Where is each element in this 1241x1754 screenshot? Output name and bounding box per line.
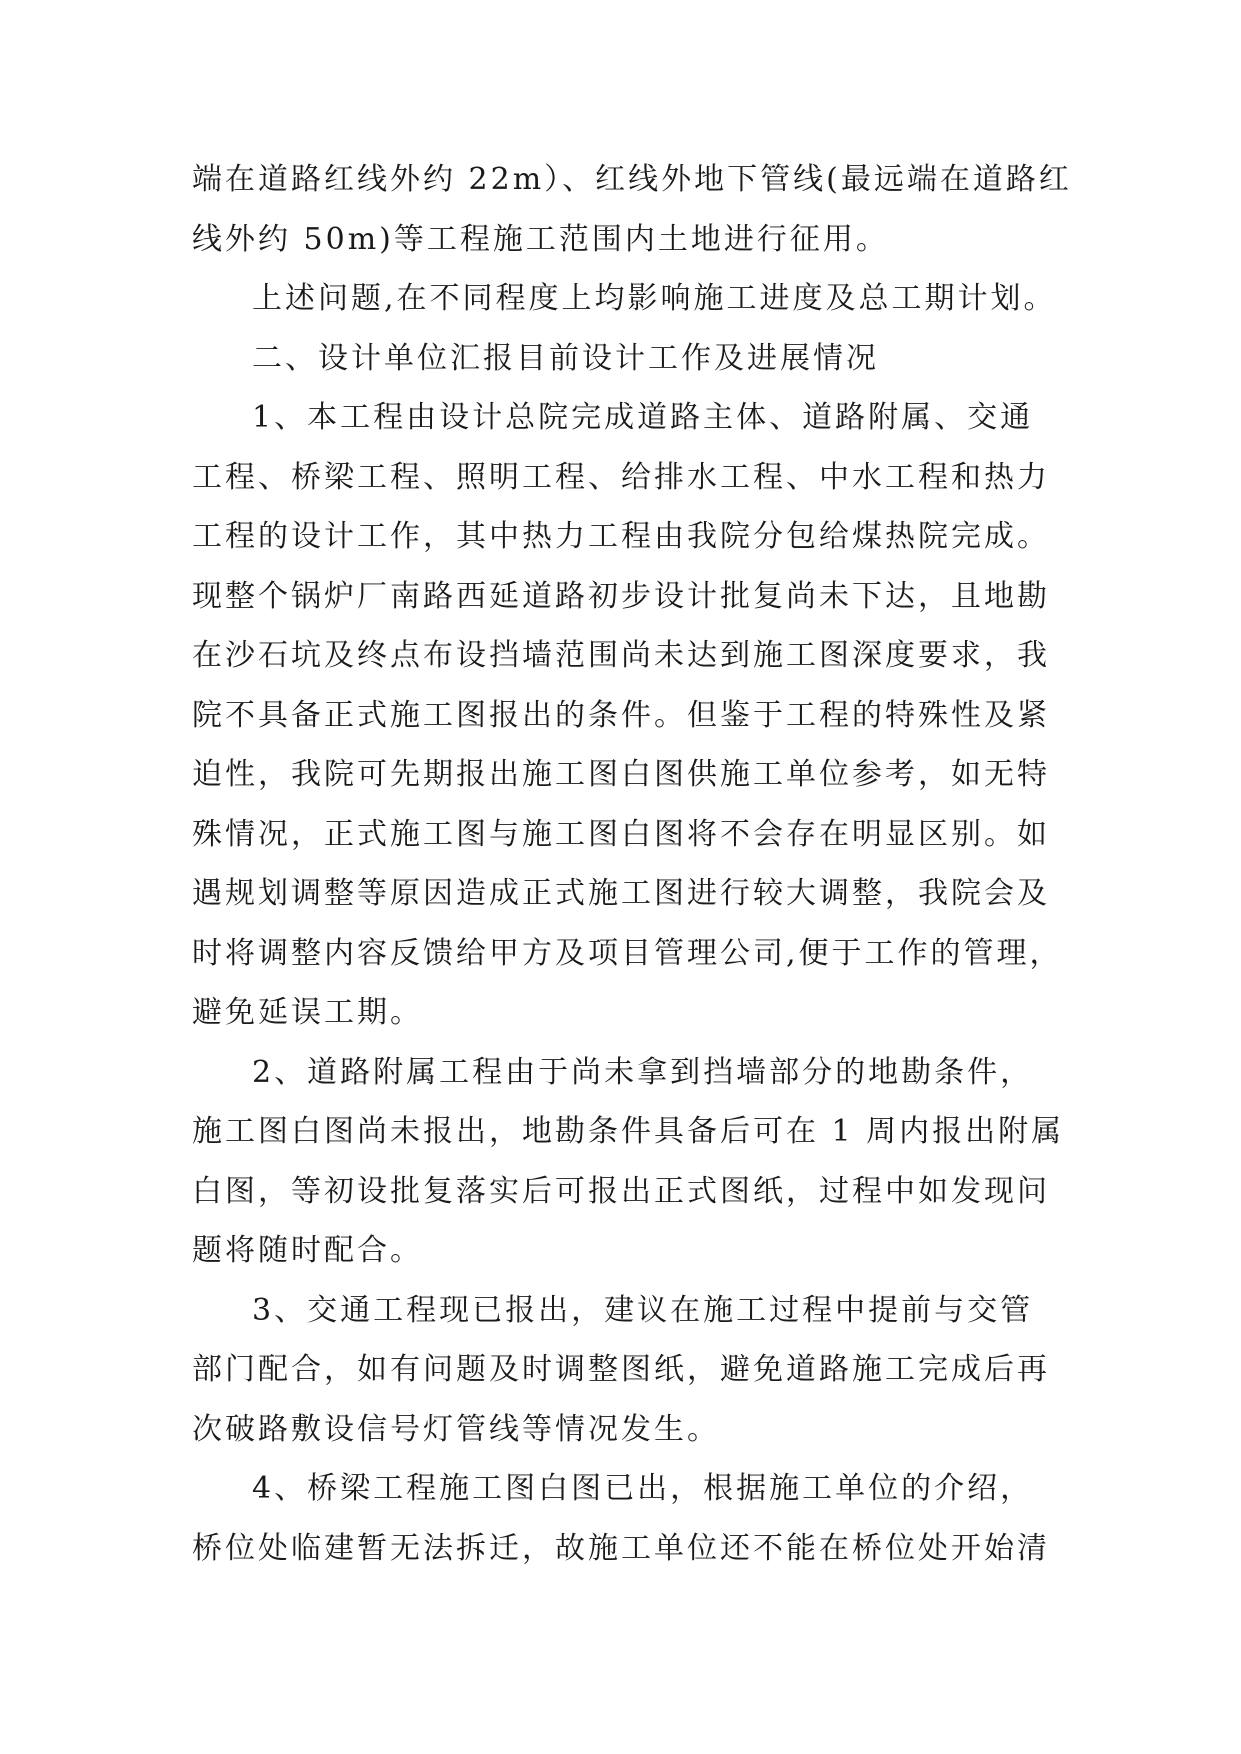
text-line: 在沙石坑及终点布设挡墙范围尚未达到施工图深度要求，我 [192, 638, 1050, 673]
text-line: 上述问题,在不同程度上均影响施工进度及总工期计划。 [252, 281, 1057, 316]
text-line: 工程的设计工作，其中热力工程由我院分包给煤热院完成。 [192, 519, 1050, 554]
text-line: 遇规划调整等原因造成正式施工图进行较大调整，我院会及 [192, 876, 1050, 911]
text-line: 部门配合，如有问题及时调整图纸，避免道路施工完成后再 [192, 1352, 1050, 1387]
text-line: 迫性，我院可先期报出施工图白图供施工单位参考，如无特 [192, 757, 1050, 792]
text-line: 工程、桥梁工程、照明工程、给排水工程、中水工程和热力 [192, 460, 1050, 495]
text-line: 端在道路红线外约 22m）、红线外地下管线(最远端在道路红 [192, 162, 1072, 197]
text-line: 3、交通工程现已报出，建议在施工过程中提前与交管 [252, 1293, 1034, 1328]
text-line: 线外约 50m)等工程施工范围内土地进行征用。 [192, 222, 889, 257]
text-line: 次破路敷设信号灯管线等情况发生。 [192, 1412, 720, 1447]
text-line: 院不具备正式施工图报出的条件。但鉴于工程的特殊性及紧 [192, 698, 1050, 733]
text-line: 4、桥梁工程施工图白图已出，根据施工单位的介绍， [252, 1471, 1034, 1506]
text-line: 施工图白图尚未报出，地勘条件具备后可在 1 周内报出附属 [192, 1114, 1065, 1149]
text-line: 桥位处临建暂无法拆迁，故施工单位还不能在桥位处开始清 [192, 1531, 1050, 1566]
text-line: 白图，等初设批复落实后可报出正式图纸，过程中如发现问 [192, 1174, 1050, 1209]
section-heading: 二、设计单位汇报目前设计工作及进展情况 [252, 341, 879, 376]
text-line: 殊情况，正式施工图与施工图白图将不会存在明显区别。如 [192, 817, 1050, 852]
text-line: 时将调整内容反馈给甲方及项目管理公司,便于工作的管理， [192, 936, 1063, 971]
text-line: 1、本工程由设计总院完成道路主体、道路附属、交通 [252, 400, 1034, 435]
text-line: 2、道路附属工程由于尚未拿到挡墙部分的地勘条件， [252, 1055, 1034, 1090]
text-line: 题将随时配合。 [192, 1233, 423, 1268]
text-line: 避免延误工期。 [192, 995, 423, 1030]
text-line: 现整个锅炉厂南路西延道路初步设计批复尚未下达，且地勘 [192, 579, 1050, 614]
